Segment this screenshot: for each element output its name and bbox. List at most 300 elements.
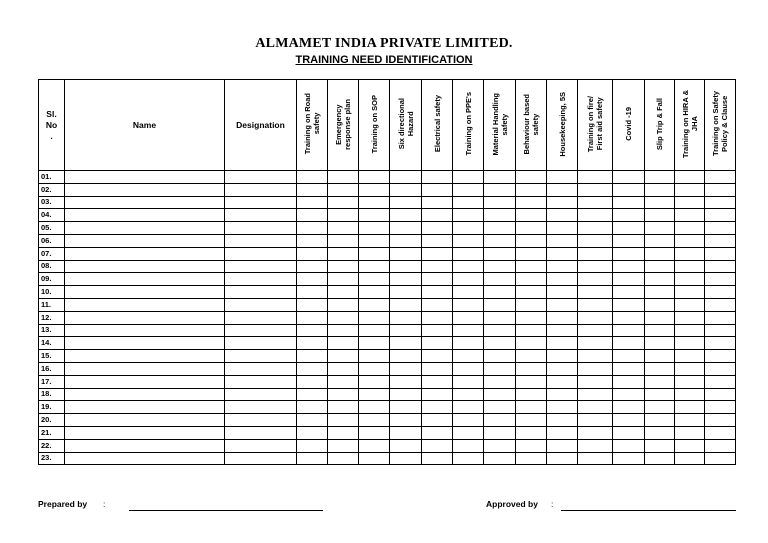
- row-training-cell[interactable]: [578, 298, 613, 311]
- row-training-cell[interactable]: [645, 414, 675, 427]
- row-training-cell[interactable]: [390, 452, 422, 465]
- row-training-cell[interactable]: [422, 260, 453, 273]
- row-training-cell[interactable]: [359, 401, 390, 414]
- row-training-cell[interactable]: [675, 260, 705, 273]
- row-name-cell[interactable]: [65, 171, 225, 184]
- row-training-cell[interactable]: [422, 273, 453, 286]
- row-training-cell[interactable]: [645, 286, 675, 299]
- row-designation-cell[interactable]: [225, 286, 297, 299]
- row-training-cell[interactable]: [359, 171, 390, 184]
- row-training-cell[interactable]: [547, 298, 578, 311]
- row-training-cell[interactable]: [484, 311, 516, 324]
- row-name-cell[interactable]: [65, 375, 225, 388]
- row-training-cell[interactable]: [675, 183, 705, 196]
- row-training-cell[interactable]: [328, 183, 359, 196]
- row-training-cell[interactable]: [705, 350, 736, 363]
- row-name-cell[interactable]: [65, 414, 225, 427]
- row-training-cell[interactable]: [422, 247, 453, 260]
- row-name-cell[interactable]: [65, 350, 225, 363]
- row-training-cell[interactable]: [422, 171, 453, 184]
- row-training-cell[interactable]: [453, 234, 484, 247]
- row-training-cell[interactable]: [613, 452, 645, 465]
- row-training-cell[interactable]: [297, 388, 328, 401]
- row-designation-cell[interactable]: [225, 273, 297, 286]
- row-training-cell[interactable]: [516, 260, 547, 273]
- row-training-cell[interactable]: [297, 375, 328, 388]
- row-training-cell[interactable]: [613, 209, 645, 222]
- row-training-cell[interactable]: [578, 171, 613, 184]
- row-training-cell[interactable]: [578, 209, 613, 222]
- row-training-cell[interactable]: [578, 452, 613, 465]
- row-training-cell[interactable]: [578, 247, 613, 260]
- row-training-cell[interactable]: [328, 388, 359, 401]
- row-training-cell[interactable]: [645, 375, 675, 388]
- row-designation-cell[interactable]: [225, 311, 297, 324]
- row-training-cell[interactable]: [453, 375, 484, 388]
- row-training-cell[interactable]: [390, 324, 422, 337]
- row-training-cell[interactable]: [390, 222, 422, 235]
- row-training-cell[interactable]: [359, 426, 390, 439]
- row-training-cell[interactable]: [705, 337, 736, 350]
- row-training-cell[interactable]: [613, 247, 645, 260]
- row-training-cell[interactable]: [422, 439, 453, 452]
- row-designation-cell[interactable]: [225, 375, 297, 388]
- row-designation-cell[interactable]: [225, 426, 297, 439]
- row-training-cell[interactable]: [297, 171, 328, 184]
- row-training-cell[interactable]: [578, 337, 613, 350]
- row-training-cell[interactable]: [453, 209, 484, 222]
- row-training-cell[interactable]: [613, 324, 645, 337]
- row-training-cell[interactable]: [578, 311, 613, 324]
- row-training-cell[interactable]: [390, 196, 422, 209]
- row-training-cell[interactable]: [453, 414, 484, 427]
- row-training-cell[interactable]: [705, 209, 736, 222]
- row-designation-cell[interactable]: [225, 234, 297, 247]
- row-training-cell[interactable]: [359, 234, 390, 247]
- row-training-cell[interactable]: [675, 324, 705, 337]
- row-training-cell[interactable]: [705, 401, 736, 414]
- row-training-cell[interactable]: [613, 183, 645, 196]
- row-training-cell[interactable]: [547, 183, 578, 196]
- row-training-cell[interactable]: [359, 439, 390, 452]
- row-training-cell[interactable]: [675, 273, 705, 286]
- row-training-cell[interactable]: [516, 350, 547, 363]
- row-training-cell[interactable]: [390, 183, 422, 196]
- row-training-cell[interactable]: [645, 388, 675, 401]
- row-training-cell[interactable]: [516, 222, 547, 235]
- row-training-cell[interactable]: [453, 388, 484, 401]
- row-training-cell[interactable]: [547, 209, 578, 222]
- row-name-cell[interactable]: [65, 234, 225, 247]
- row-training-cell[interactable]: [645, 324, 675, 337]
- row-training-cell[interactable]: [359, 414, 390, 427]
- row-training-cell[interactable]: [297, 401, 328, 414]
- row-training-cell[interactable]: [453, 171, 484, 184]
- row-training-cell[interactable]: [359, 337, 390, 350]
- row-training-cell[interactable]: [297, 350, 328, 363]
- row-training-cell[interactable]: [613, 311, 645, 324]
- row-name-cell[interactable]: [65, 260, 225, 273]
- row-training-cell[interactable]: [613, 401, 645, 414]
- row-name-cell[interactable]: [65, 222, 225, 235]
- row-training-cell[interactable]: [675, 388, 705, 401]
- row-training-cell[interactable]: [390, 375, 422, 388]
- row-training-cell[interactable]: [675, 196, 705, 209]
- row-training-cell[interactable]: [675, 439, 705, 452]
- row-training-cell[interactable]: [613, 414, 645, 427]
- row-training-cell[interactable]: [705, 414, 736, 427]
- row-training-cell[interactable]: [422, 362, 453, 375]
- row-training-cell[interactable]: [422, 298, 453, 311]
- row-training-cell[interactable]: [516, 324, 547, 337]
- row-training-cell[interactable]: [645, 234, 675, 247]
- row-training-cell[interactable]: [613, 362, 645, 375]
- row-training-cell[interactable]: [675, 298, 705, 311]
- row-training-cell[interactable]: [453, 426, 484, 439]
- row-training-cell[interactable]: [297, 286, 328, 299]
- row-training-cell[interactable]: [453, 311, 484, 324]
- row-training-cell[interactable]: [613, 286, 645, 299]
- row-training-cell[interactable]: [297, 247, 328, 260]
- row-training-cell[interactable]: [359, 298, 390, 311]
- row-training-cell[interactable]: [578, 401, 613, 414]
- row-training-cell[interactable]: [359, 273, 390, 286]
- row-training-cell[interactable]: [705, 311, 736, 324]
- row-training-cell[interactable]: [422, 426, 453, 439]
- row-training-cell[interactable]: [453, 247, 484, 260]
- row-training-cell[interactable]: [453, 324, 484, 337]
- row-training-cell[interactable]: [484, 234, 516, 247]
- row-training-cell[interactable]: [297, 209, 328, 222]
- row-training-cell[interactable]: [359, 183, 390, 196]
- row-training-cell[interactable]: [484, 183, 516, 196]
- row-training-cell[interactable]: [645, 273, 675, 286]
- row-training-cell[interactable]: [453, 439, 484, 452]
- row-training-cell[interactable]: [613, 298, 645, 311]
- row-training-cell[interactable]: [645, 222, 675, 235]
- row-training-cell[interactable]: [705, 426, 736, 439]
- row-training-cell[interactable]: [705, 298, 736, 311]
- row-training-cell[interactable]: [613, 439, 645, 452]
- row-training-cell[interactable]: [516, 414, 547, 427]
- row-name-cell[interactable]: [65, 209, 225, 222]
- row-training-cell[interactable]: [675, 209, 705, 222]
- row-training-cell[interactable]: [422, 452, 453, 465]
- row-name-cell[interactable]: [65, 401, 225, 414]
- row-training-cell[interactable]: [390, 209, 422, 222]
- row-training-cell[interactable]: [390, 439, 422, 452]
- row-training-cell[interactable]: [297, 362, 328, 375]
- row-training-cell[interactable]: [390, 362, 422, 375]
- row-training-cell[interactable]: [422, 350, 453, 363]
- row-training-cell[interactable]: [578, 439, 613, 452]
- row-training-cell[interactable]: [328, 209, 359, 222]
- row-training-cell[interactable]: [547, 350, 578, 363]
- row-training-cell[interactable]: [578, 196, 613, 209]
- row-designation-cell[interactable]: [225, 324, 297, 337]
- row-training-cell[interactable]: [675, 414, 705, 427]
- row-training-cell[interactable]: [516, 311, 547, 324]
- row-designation-cell[interactable]: [225, 222, 297, 235]
- row-training-cell[interactable]: [516, 337, 547, 350]
- row-training-cell[interactable]: [578, 234, 613, 247]
- row-training-cell[interactable]: [453, 273, 484, 286]
- row-training-cell[interactable]: [484, 171, 516, 184]
- row-name-cell[interactable]: [65, 286, 225, 299]
- row-training-cell[interactable]: [422, 388, 453, 401]
- row-training-cell[interactable]: [516, 452, 547, 465]
- row-training-cell[interactable]: [359, 311, 390, 324]
- row-training-cell[interactable]: [328, 273, 359, 286]
- row-training-cell[interactable]: [547, 196, 578, 209]
- row-name-cell[interactable]: [65, 298, 225, 311]
- row-training-cell[interactable]: [328, 337, 359, 350]
- row-training-cell[interactable]: [675, 337, 705, 350]
- row-training-cell[interactable]: [297, 260, 328, 273]
- row-training-cell[interactable]: [705, 439, 736, 452]
- row-name-cell[interactable]: [65, 324, 225, 337]
- row-designation-cell[interactable]: [225, 452, 297, 465]
- row-training-cell[interactable]: [645, 260, 675, 273]
- row-designation-cell[interactable]: [225, 196, 297, 209]
- row-training-cell[interactable]: [359, 324, 390, 337]
- row-training-cell[interactable]: [675, 247, 705, 260]
- row-training-cell[interactable]: [547, 273, 578, 286]
- row-name-cell[interactable]: [65, 439, 225, 452]
- row-training-cell[interactable]: [484, 222, 516, 235]
- row-training-cell[interactable]: [390, 388, 422, 401]
- row-training-cell[interactable]: [422, 324, 453, 337]
- row-training-cell[interactable]: [328, 401, 359, 414]
- row-training-cell[interactable]: [516, 171, 547, 184]
- row-training-cell[interactable]: [297, 222, 328, 235]
- row-training-cell[interactable]: [484, 439, 516, 452]
- row-name-cell[interactable]: [65, 452, 225, 465]
- row-name-cell[interactable]: [65, 196, 225, 209]
- row-training-cell[interactable]: [613, 426, 645, 439]
- row-training-cell[interactable]: [645, 439, 675, 452]
- row-training-cell[interactable]: [390, 401, 422, 414]
- row-training-cell[interactable]: [645, 311, 675, 324]
- row-training-cell[interactable]: [516, 183, 547, 196]
- row-training-cell[interactable]: [422, 234, 453, 247]
- row-training-cell[interactable]: [547, 439, 578, 452]
- row-training-cell[interactable]: [613, 234, 645, 247]
- row-training-cell[interactable]: [578, 324, 613, 337]
- row-training-cell[interactable]: [297, 414, 328, 427]
- row-training-cell[interactable]: [359, 350, 390, 363]
- row-training-cell[interactable]: [645, 350, 675, 363]
- row-training-cell[interactable]: [675, 362, 705, 375]
- row-training-cell[interactable]: [516, 286, 547, 299]
- row-training-cell[interactable]: [516, 209, 547, 222]
- row-training-cell[interactable]: [484, 324, 516, 337]
- row-training-cell[interactable]: [328, 375, 359, 388]
- row-training-cell[interactable]: [453, 452, 484, 465]
- row-training-cell[interactable]: [453, 350, 484, 363]
- row-training-cell[interactable]: [705, 247, 736, 260]
- row-training-cell[interactable]: [675, 350, 705, 363]
- row-training-cell[interactable]: [390, 234, 422, 247]
- row-training-cell[interactable]: [484, 196, 516, 209]
- row-training-cell[interactable]: [297, 337, 328, 350]
- row-training-cell[interactable]: [359, 196, 390, 209]
- row-designation-cell[interactable]: [225, 439, 297, 452]
- row-training-cell[interactable]: [547, 247, 578, 260]
- row-training-cell[interactable]: [547, 171, 578, 184]
- row-training-cell[interactable]: [645, 401, 675, 414]
- row-training-cell[interactable]: [484, 273, 516, 286]
- row-training-cell[interactable]: [645, 426, 675, 439]
- row-training-cell[interactable]: [578, 273, 613, 286]
- row-training-cell[interactable]: [645, 362, 675, 375]
- row-training-cell[interactable]: [484, 388, 516, 401]
- row-designation-cell[interactable]: [225, 298, 297, 311]
- row-name-cell[interactable]: [65, 273, 225, 286]
- row-training-cell[interactable]: [705, 286, 736, 299]
- row-training-cell[interactable]: [453, 196, 484, 209]
- row-designation-cell[interactable]: [225, 183, 297, 196]
- row-training-cell[interactable]: [297, 234, 328, 247]
- row-training-cell[interactable]: [297, 311, 328, 324]
- row-training-cell[interactable]: [390, 260, 422, 273]
- row-training-cell[interactable]: [613, 337, 645, 350]
- row-designation-cell[interactable]: [225, 260, 297, 273]
- row-training-cell[interactable]: [705, 234, 736, 247]
- row-training-cell[interactable]: [705, 388, 736, 401]
- row-training-cell[interactable]: [453, 362, 484, 375]
- row-training-cell[interactable]: [516, 234, 547, 247]
- row-designation-cell[interactable]: [225, 247, 297, 260]
- row-training-cell[interactable]: [484, 298, 516, 311]
- row-training-cell[interactable]: [705, 362, 736, 375]
- row-training-cell[interactable]: [484, 414, 516, 427]
- row-training-cell[interactable]: [422, 311, 453, 324]
- row-training-cell[interactable]: [547, 388, 578, 401]
- row-training-cell[interactable]: [328, 452, 359, 465]
- row-training-cell[interactable]: [675, 286, 705, 299]
- row-training-cell[interactable]: [547, 362, 578, 375]
- row-name-cell[interactable]: [65, 247, 225, 260]
- row-training-cell[interactable]: [359, 247, 390, 260]
- row-training-cell[interactable]: [328, 439, 359, 452]
- row-training-cell[interactable]: [613, 375, 645, 388]
- row-training-cell[interactable]: [328, 426, 359, 439]
- row-name-cell[interactable]: [65, 426, 225, 439]
- row-training-cell[interactable]: [390, 298, 422, 311]
- row-training-cell[interactable]: [516, 388, 547, 401]
- row-training-cell[interactable]: [422, 196, 453, 209]
- row-training-cell[interactable]: [328, 234, 359, 247]
- row-training-cell[interactable]: [705, 171, 736, 184]
- row-training-cell[interactable]: [328, 311, 359, 324]
- row-name-cell[interactable]: [65, 183, 225, 196]
- row-training-cell[interactable]: [484, 401, 516, 414]
- row-training-cell[interactable]: [328, 350, 359, 363]
- row-training-cell[interactable]: [422, 401, 453, 414]
- row-training-cell[interactable]: [297, 439, 328, 452]
- row-training-cell[interactable]: [484, 426, 516, 439]
- row-training-cell[interactable]: [547, 401, 578, 414]
- row-training-cell[interactable]: [578, 286, 613, 299]
- row-training-cell[interactable]: [645, 183, 675, 196]
- row-training-cell[interactable]: [613, 222, 645, 235]
- row-training-cell[interactable]: [547, 414, 578, 427]
- row-training-cell[interactable]: [675, 222, 705, 235]
- row-training-cell[interactable]: [484, 209, 516, 222]
- row-training-cell[interactable]: [516, 401, 547, 414]
- row-training-cell[interactable]: [675, 401, 705, 414]
- row-training-cell[interactable]: [705, 273, 736, 286]
- row-training-cell[interactable]: [516, 362, 547, 375]
- row-training-cell[interactable]: [390, 171, 422, 184]
- row-training-cell[interactable]: [359, 209, 390, 222]
- row-designation-cell[interactable]: [225, 209, 297, 222]
- row-training-cell[interactable]: [422, 286, 453, 299]
- row-training-cell[interactable]: [578, 350, 613, 363]
- row-training-cell[interactable]: [578, 183, 613, 196]
- row-training-cell[interactable]: [645, 247, 675, 260]
- row-training-cell[interactable]: [422, 209, 453, 222]
- row-training-cell[interactable]: [547, 234, 578, 247]
- row-training-cell[interactable]: [613, 196, 645, 209]
- row-training-cell[interactable]: [484, 350, 516, 363]
- row-training-cell[interactable]: [453, 401, 484, 414]
- row-training-cell[interactable]: [578, 375, 613, 388]
- row-training-cell[interactable]: [578, 260, 613, 273]
- row-training-cell[interactable]: [516, 298, 547, 311]
- row-training-cell[interactable]: [328, 324, 359, 337]
- row-training-cell[interactable]: [297, 183, 328, 196]
- row-training-cell[interactable]: [328, 362, 359, 375]
- row-training-cell[interactable]: [453, 286, 484, 299]
- row-training-cell[interactable]: [484, 337, 516, 350]
- row-training-cell[interactable]: [484, 362, 516, 375]
- row-training-cell[interactable]: [297, 426, 328, 439]
- row-name-cell[interactable]: [65, 311, 225, 324]
- row-training-cell[interactable]: [297, 273, 328, 286]
- row-training-cell[interactable]: [390, 426, 422, 439]
- row-training-cell[interactable]: [422, 183, 453, 196]
- row-training-cell[interactable]: [328, 414, 359, 427]
- row-training-cell[interactable]: [328, 171, 359, 184]
- row-training-cell[interactable]: [613, 350, 645, 363]
- row-training-cell[interactable]: [547, 260, 578, 273]
- row-training-cell[interactable]: [578, 222, 613, 235]
- row-training-cell[interactable]: [578, 414, 613, 427]
- row-training-cell[interactable]: [705, 196, 736, 209]
- row-training-cell[interactable]: [675, 311, 705, 324]
- row-training-cell[interactable]: [547, 286, 578, 299]
- row-training-cell[interactable]: [359, 452, 390, 465]
- row-training-cell[interactable]: [645, 196, 675, 209]
- row-training-cell[interactable]: [547, 311, 578, 324]
- row-training-cell[interactable]: [328, 196, 359, 209]
- row-training-cell[interactable]: [484, 452, 516, 465]
- row-training-cell[interactable]: [453, 260, 484, 273]
- row-training-cell[interactable]: [453, 337, 484, 350]
- row-training-cell[interactable]: [390, 337, 422, 350]
- row-training-cell[interactable]: [613, 273, 645, 286]
- row-designation-cell[interactable]: [225, 362, 297, 375]
- row-training-cell[interactable]: [516, 196, 547, 209]
- row-training-cell[interactable]: [516, 273, 547, 286]
- row-training-cell[interactable]: [359, 388, 390, 401]
- row-training-cell[interactable]: [390, 247, 422, 260]
- row-training-cell[interactable]: [484, 286, 516, 299]
- row-training-cell[interactable]: [516, 426, 547, 439]
- row-training-cell[interactable]: [390, 273, 422, 286]
